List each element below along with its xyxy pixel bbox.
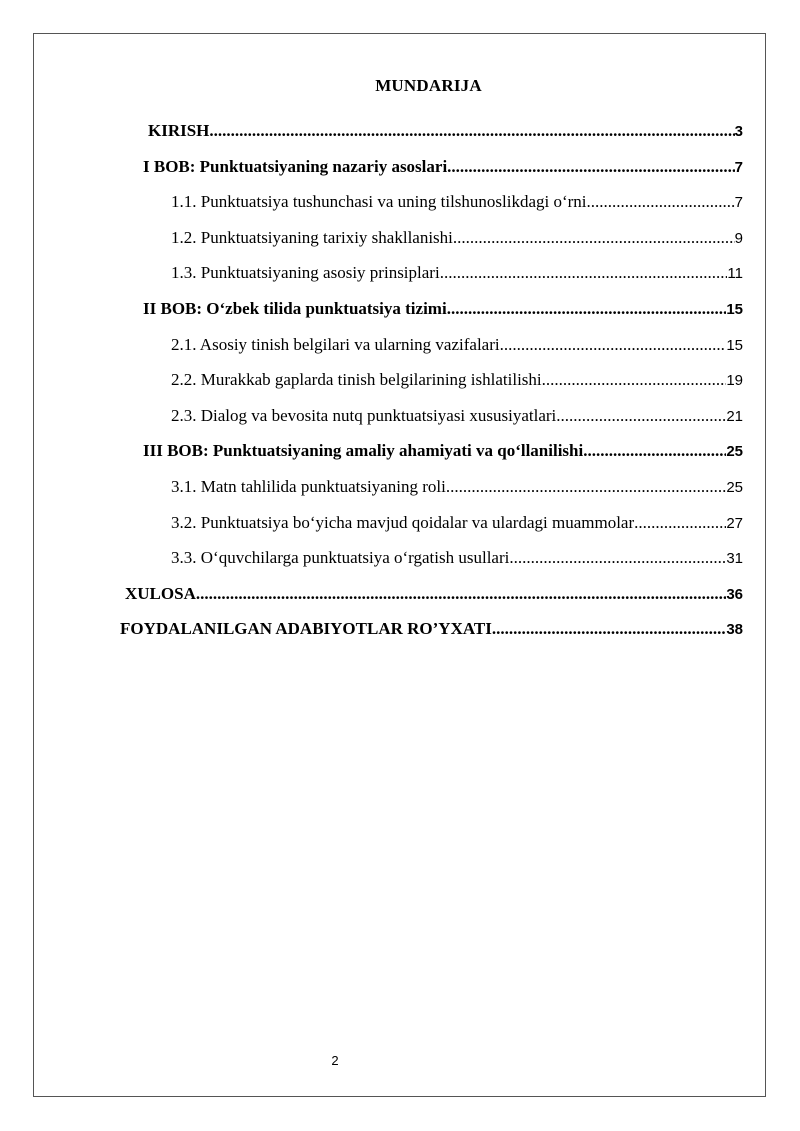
toc-entry-label: 1.1. Punktuatsiya tushunchasi va uning tilshunoslikdagi o‘rni	[171, 192, 587, 211]
toc-entry-page: 15	[726, 301, 743, 318]
toc-entry-label: 2.2. Murakkab gaplarda tinish belgilarining ishlatilishi	[171, 370, 542, 389]
toc-entry[interactable]	[143, 156, 743, 179]
toc-entry-label: 1.2. Punktuatsiyaning tarixiy shakllanishi	[171, 228, 453, 247]
toc-entry-page: 19	[726, 372, 743, 389]
toc-entry-page: 7	[734, 194, 743, 211]
toc-entry-label: III BOB: Punktuatsiyaning amaliy ahamiyati va qo‘llanilishi	[143, 441, 584, 460]
toc-leader-dots	[556, 405, 726, 427]
toc-entry[interactable]	[171, 547, 743, 570]
toc-entry-page: 7	[734, 159, 743, 176]
toc-entry-label: XULOSA	[125, 584, 196, 603]
toc-leader-dots	[209, 120, 734, 142]
toc-entry[interactable]	[171, 369, 743, 392]
toc-entry[interactable]	[143, 440, 743, 463]
toc-entry-page: 38	[726, 621, 743, 638]
toc-entry[interactable]	[125, 583, 743, 606]
toc-entry-label: 3.1. Matn tahlilida punktuatsiyaning roli	[171, 477, 446, 496]
toc-leader-dots	[440, 262, 728, 284]
toc-entry-page: 3	[734, 123, 743, 140]
toc-leader-dots	[492, 618, 726, 640]
toc-leader-dots	[587, 191, 735, 213]
toc-leader-dots	[634, 512, 726, 534]
toc-entry-label: 2.1. Asosiy tinish belgilari va ularning vazifalari	[171, 335, 500, 354]
toc-leader-dots	[500, 334, 727, 356]
toc-entry[interactable]	[171, 191, 743, 214]
toc-entry-label: KIRISH	[148, 121, 210, 140]
toc-entry[interactable]	[143, 298, 743, 321]
toc-entry[interactable]	[148, 120, 743, 143]
toc-leader-dots	[447, 156, 734, 178]
toc-entry[interactable]	[171, 227, 743, 250]
toc-entry[interactable]	[171, 334, 743, 357]
toc-entry-page: 9	[734, 230, 743, 247]
toc-entry-label: II BOB: O‘zbek tilida punktuatsiya tizimi	[143, 299, 447, 318]
toc-entry-label: 3.3. O‘quvchilarga punktuatsiya o‘rgatish usullari	[171, 548, 510, 567]
toc-entry-page: 21	[726, 408, 743, 425]
toc-leader-dots	[447, 298, 727, 320]
toc-entry-page: 15	[726, 337, 743, 354]
toc-entry-page: 25	[726, 479, 743, 496]
toc-entry-page: 11	[727, 265, 743, 282]
toc-leader-dots	[196, 583, 726, 605]
toc-entry-label: FOYDALANILGAN ADABIYOTLAR RO’YXATI	[120, 619, 492, 638]
toc-entry-page: 31	[726, 550, 743, 567]
toc-leader-dots	[583, 440, 726, 462]
toc-entry-page: 27	[726, 515, 743, 532]
toc-leader-dots	[542, 369, 727, 391]
toc-entry[interactable]	[120, 618, 743, 641]
toc-entry[interactable]	[171, 405, 743, 428]
toc-entry-label: 3.2. Punktuatsiya bo‘yicha mavjud qoidalar va ulardagi muammolar	[171, 513, 635, 532]
page-number: 2	[331, 1053, 339, 1068]
toc-entry-label: I BOB: Punktuatsiyaning nazariy asoslari	[143, 157, 448, 176]
toc-leader-dots	[509, 547, 726, 569]
toc-entry-page: 25	[726, 443, 743, 460]
toc-title: MUNDARIJA	[375, 76, 482, 95]
toc-entry[interactable]	[171, 512, 743, 535]
toc-entry-label: 1.3. Punktuatsiyaning asosiy prinsiplari	[171, 263, 440, 282]
toc-entry[interactable]	[171, 262, 743, 285]
toc-entry-page: 36	[726, 586, 743, 603]
toc-entry[interactable]	[171, 476, 743, 499]
toc-leader-dots	[446, 476, 727, 498]
toc-entry-label: 2.3. Dialog va bevosita nutq punktuatsiyasi xususiyatlari	[171, 406, 557, 425]
toc-leader-dots	[453, 227, 735, 249]
